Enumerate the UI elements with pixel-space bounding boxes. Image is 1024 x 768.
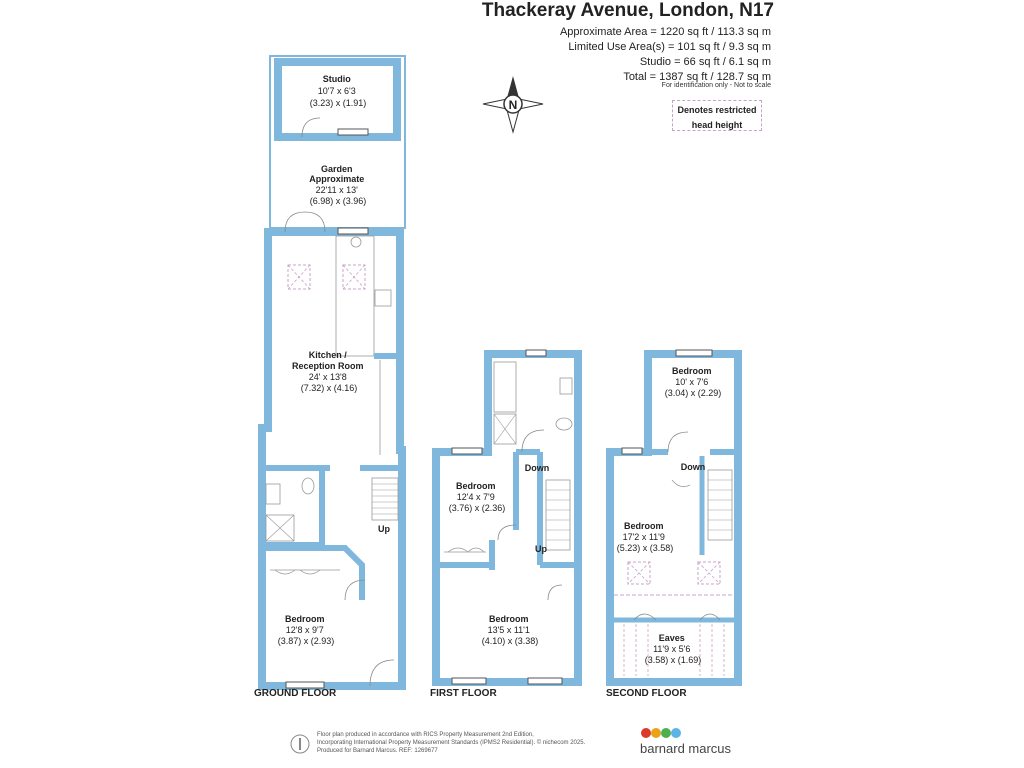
second-bedroom-small-dim-ft: 10' x 7'6 [675, 377, 709, 387]
second-bedroom-large-name: Bedroom [623, 521, 664, 531]
area-studio: Studio = 66 sq ft / 6.1 sq m [639, 56, 771, 68]
svg-text:Kitchen / Reception Ro [292, 350, 366, 393]
second-floor-label: SECOND FLOOR [606, 688, 687, 699]
first-bedroom-rear-dim-ft: 13'5 x 11'1 [487, 625, 530, 635]
legend-line-1: Denotes restricted [677, 105, 757, 115]
svg-text:Bedroom 10' x 7'6 [665, 366, 722, 398]
rics-logo-icon [291, 735, 309, 753]
first-floor-plan [436, 350, 578, 684]
first-bedroom-rear-dim-m: (4.10) x (3.38) [481, 636, 539, 646]
first-stairs-down: Down [524, 463, 550, 473]
first-bedroom-front-dim-m: (3.76) x (2.36) [448, 503, 506, 513]
footer-disclaimer [317, 731, 637, 755]
second-bedroom-small-name: Bedroom [671, 366, 712, 376]
footer-ref: REF: 1269677 [399, 748, 438, 754]
garden-dim-ft: 22'11 x 13' [315, 185, 358, 195]
ground-stairs-up: Up [378, 524, 390, 534]
ground-exterior-walls [262, 232, 402, 686]
footer-line-1: Floor plan produced in accordance with RICS Property Measurement 2nd Edition, [317, 732, 534, 738]
eaves-name: Eaves [658, 633, 685, 643]
brand-name: barnard marcus [640, 741, 732, 756]
property-title: Thackeray Avenue, London, N17 [481, 0, 774, 21]
ground-floor-plan [262, 56, 405, 688]
brand-dots-icon [641, 728, 681, 738]
studio-name: Studio [322, 74, 351, 84]
second-floor-plan [610, 350, 738, 682]
garden-name-2: Approximate [309, 174, 365, 184]
first-stairs-up: Up [535, 544, 547, 554]
eaves-dim-m: (3.58) x (1.69) [644, 655, 702, 665]
svg-text:Garden Approximate [309, 164, 367, 206]
second-bedroom-large-dim-ft: 17'2 x 11'9 [622, 532, 665, 542]
ground-bedroom-name: Bedroom [284, 614, 325, 624]
second-bedroom-large-dim-m: (5.23) x (3.58) [616, 543, 674, 553]
second-stairs [708, 470, 732, 540]
garden-name-1: Garden [320, 164, 353, 174]
first-stairs [546, 480, 570, 550]
scale-note: For identification only - Not to scale [661, 82, 771, 89]
ground-bedroom-dim-ft: 12'8 x 9'7 [285, 625, 324, 635]
compass-icon [483, 76, 543, 132]
svg-text:Bedroom 12'8 x 9'7 [278, 614, 335, 646]
area-total: Total = 1387 sq ft / 128.7 sq m [623, 71, 771, 83]
footer-copyright: © nichecom 2025. [536, 740, 586, 746]
first-bedroom-front-dim-ft: 12'4 x 7'9 [456, 492, 495, 502]
footer-line-2: Incorporating International Property Measurement Standards (IPMS2 Residential). [317, 740, 536, 746]
eaves-dim-ft: 11'9 x 5'6 [653, 644, 691, 654]
kitchen-name-1: Kitchen / [308, 350, 347, 360]
ground-floor-label: GROUND FLOOR [254, 688, 337, 699]
second-bedroom-small-dim-m: (3.04) x (2.29) [664, 388, 722, 398]
svg-text:Eaves 11'9 x 5'6 [645, 633, 702, 665]
first-floor-label: FIRST FLOOR [430, 688, 497, 699]
ground-bedroom-dim-m: (3.87) x (2.93) [277, 636, 335, 646]
garden-dim-m: (6.98) x (3.96) [309, 196, 367, 206]
svg-text:Studio 10'7 x 6'3 [310, 74, 367, 108]
ground-stairs [372, 478, 398, 520]
first-bedroom-rear-name: Bedroom [488, 614, 529, 624]
svg-text:Bedroom 13'5 x 11'1 [482, 614, 539, 646]
kitchen-name-2: Reception Room [291, 361, 364, 371]
legend-line-2: head height [691, 120, 743, 130]
second-stairs-down: Down [680, 462, 706, 472]
footer-line-3: Produced for Barnard Marcus. [317, 748, 398, 754]
area-limited-use: Limited Use Area(s) = 101 sq ft / 9.3 sq m [568, 41, 771, 53]
first-bedroom-front-name: Bedroom [455, 481, 496, 491]
compass-north-label: N [508, 98, 518, 112]
kitchen-dim-ft: 24' x 13'8 [308, 372, 347, 382]
studio-dim-ft: 10'7 x 6'3 [317, 86, 356, 96]
kitchen-dim-m: (7.32) x (4.16) [300, 383, 358, 393]
svg-text:Bedroom 17'2 x 11'9 [617, 521, 674, 553]
svg-text:Bedroom 12'4 x 7'9 [449, 481, 506, 513]
studio-dim-m: (3.23) x (1.91) [309, 98, 367, 108]
area-approximate: Approximate Area = 1220 sq ft / 113.3 sq m [559, 26, 771, 38]
